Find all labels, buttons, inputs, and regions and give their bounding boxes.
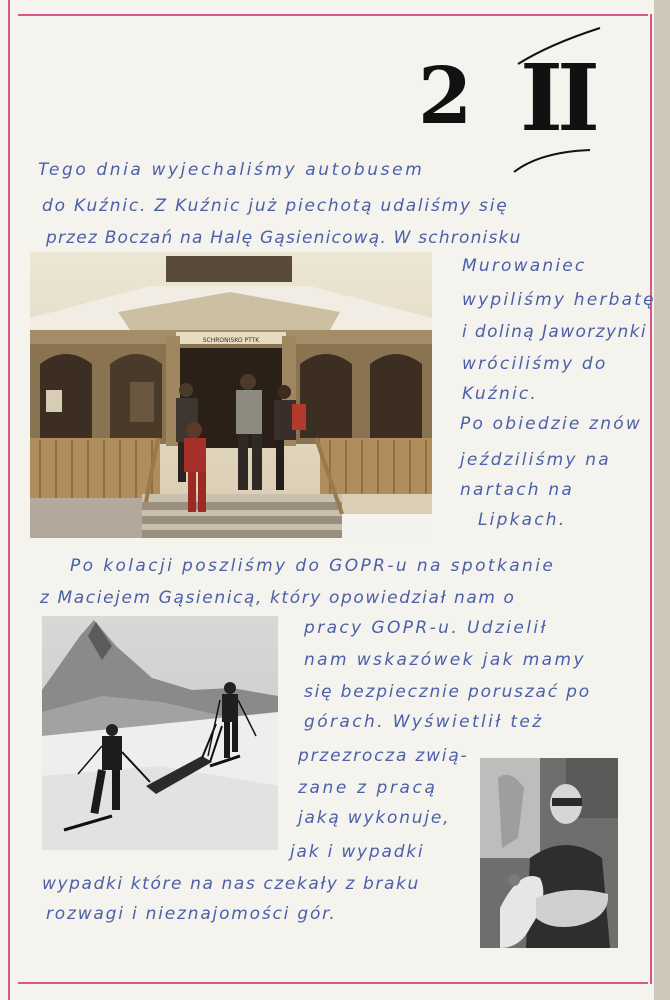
text-line-6: i doliną Jaworzynki [462, 322, 648, 342]
photo-mountain-hut [30, 252, 432, 538]
photo-sign-text: SCHRONISKO PTTK [202, 337, 260, 344]
page-edge [654, 0, 670, 1000]
text-line-23: wypadki które na nas czekały z braku [42, 874, 420, 894]
text-line-16: nam wskazówek jak mamy [304, 650, 586, 670]
text-line-20: zane z pracą [298, 778, 438, 798]
margin-line-bottom [18, 982, 648, 984]
text-line-3: przez Boczań na Halę Gąsienicową. W schronisku [46, 228, 522, 248]
photo-gopr-man [480, 758, 618, 948]
text-line-15: pracy GOPR-u. Udzielił [304, 618, 548, 638]
margin-line-left [8, 0, 10, 1000]
photo-rescue-sled [42, 616, 278, 850]
text-line-4: Murowaniec [462, 256, 587, 276]
text-line-22: jak i wypadki [290, 842, 425, 862]
text-line-1: Tego dnia wyjechaliśmy autobusem [38, 160, 425, 180]
text-line-17: się bezpiecznie poruszać po [304, 682, 591, 702]
text-line-10: jeździliśmy na [460, 450, 611, 470]
text-line-14: z Maciejem Gąsienicą, który opowiedział nam o [40, 588, 516, 608]
margin-line-right [650, 14, 652, 984]
text-line-21: jaką wykonuje, [298, 808, 451, 828]
date-month: II [520, 44, 595, 152]
text-line-13: Po kolacji poszliśmy do GOPR-u na spotkanie [70, 556, 556, 576]
text-line-12: Lipkach. [478, 510, 567, 530]
text-line-24: rozwagi i nieznajomości gór. [46, 904, 337, 924]
text-line-19: przezrocza zwią- [298, 746, 469, 766]
text-line-9: Po obiedzie znów [460, 414, 642, 434]
text-line-5: wypiliśmy herbatę [462, 290, 656, 310]
date-day: 2 [418, 51, 473, 142]
text-line-18: górach. Wyświetlił też [304, 712, 544, 732]
text-line-8: Kuźnic. [462, 384, 539, 404]
margin-line-top [18, 14, 648, 16]
text-line-11: nartach na [460, 480, 574, 500]
text-line-7: wróciliśmy do [462, 354, 608, 374]
text-line-2: do Kuźnic. Z Kuźnic już piechotą udaliśmy się [42, 196, 509, 216]
